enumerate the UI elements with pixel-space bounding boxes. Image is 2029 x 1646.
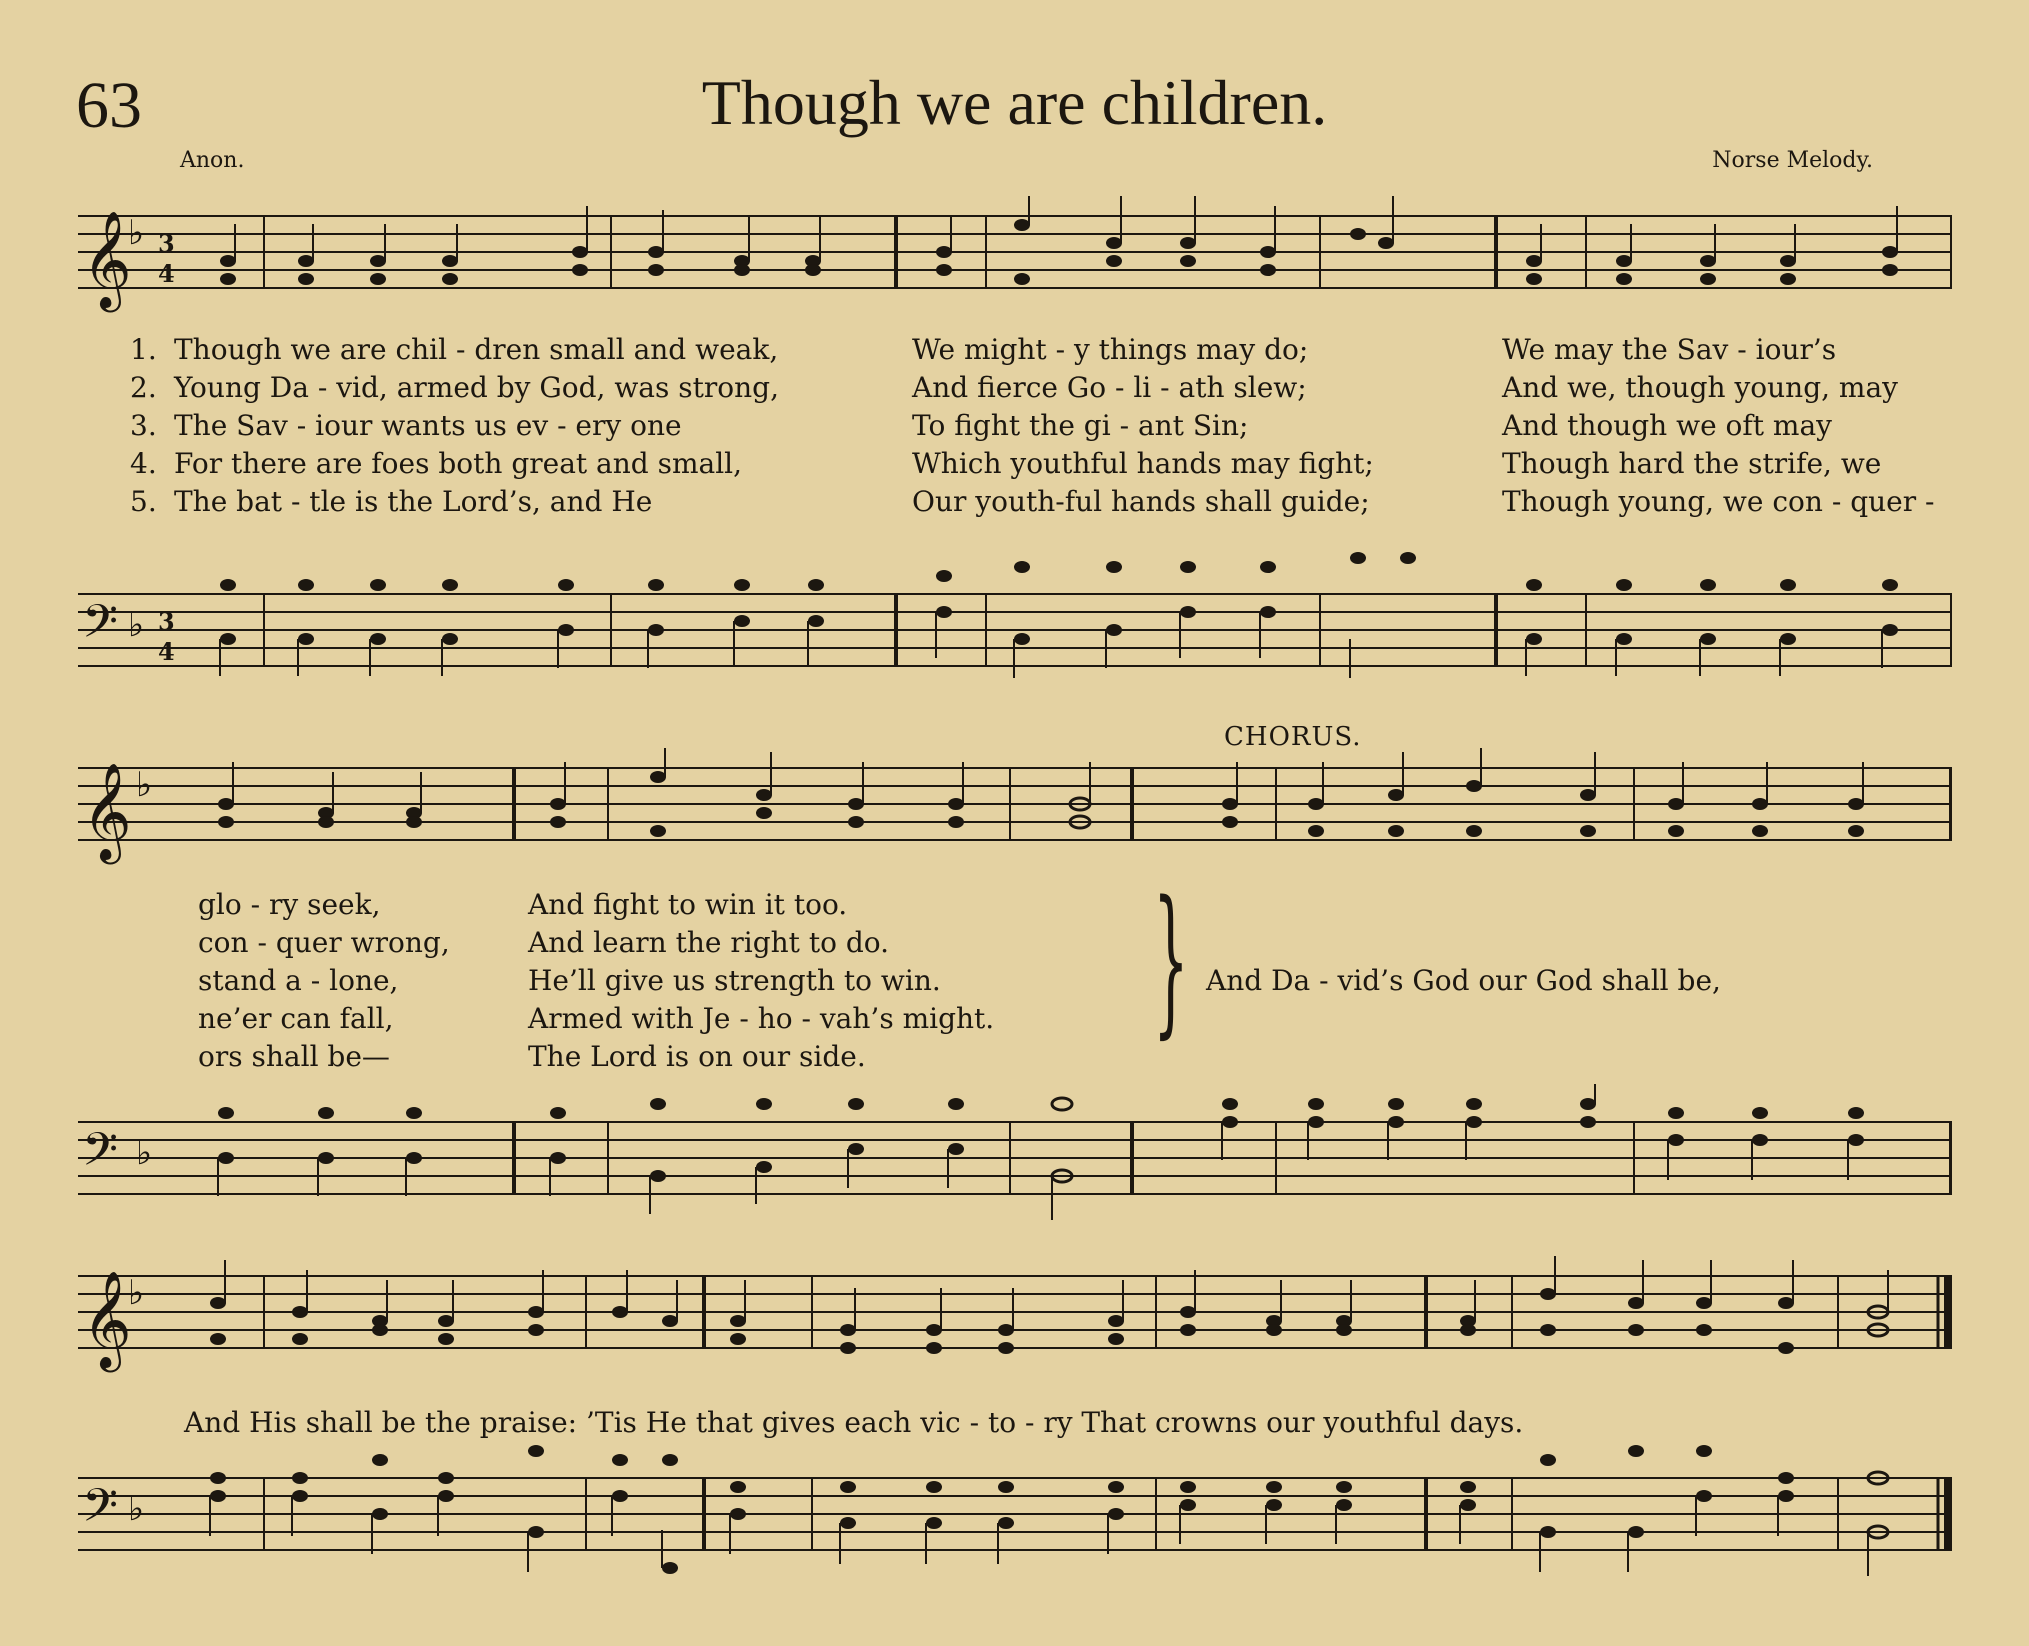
lyric-segment: And fight to win it too.	[528, 888, 848, 921]
lyric-segment: The Lord is on our side.	[528, 1040, 866, 1073]
stanza-number: 2.	[130, 371, 157, 404]
lyric-segment: He’ll give us strength to win.	[528, 964, 941, 997]
lyric-segment: And fierce Go - li - ath slew;	[912, 371, 1307, 404]
svg-text:3: 3	[158, 607, 175, 636]
stanza-number: 3.	[130, 409, 157, 442]
svg-text:♭: ♭	[128, 605, 145, 645]
lyric-segment: con - quer wrong,	[198, 926, 450, 959]
lyric-segment: Which youthful hands may fight;	[912, 447, 1374, 480]
lyric-segment: ors shall be—	[198, 1040, 390, 1073]
system3-bass-staff	[78, 1440, 1952, 1600]
svg-text:♭: ♭	[136, 1133, 153, 1173]
lyric-segment: Young Da - vid, armed by God, was strong,	[174, 371, 779, 404]
lyric-segment: The Sav - iour wants us ev - ery one	[174, 409, 682, 442]
svg-text:𝄞: 𝄞	[82, 1270, 132, 1368]
svg-text:3: 3	[158, 229, 175, 258]
lyric-segment: And learn the right to do.	[528, 926, 890, 959]
svg-text:𝄞: 𝄞	[82, 762, 132, 860]
lyric-segment: We might - y things may do;	[912, 333, 1309, 366]
lyric-segment: To fight the gi - ant Sin;	[912, 409, 1249, 442]
svg-text:4: 4	[158, 259, 175, 288]
chorus-label: CHORUS.	[1224, 722, 1362, 752]
lyric-segment: For there are foes both great and small,	[174, 447, 743, 480]
system2-bass-staff	[78, 1084, 1952, 1224]
svg-text:♭: ♭	[136, 765, 153, 805]
lyric-segment: Though hard the strife, we	[1502, 447, 1882, 480]
svg-text:𝄢: 𝄢	[82, 595, 119, 660]
stanza-number: 1.	[130, 333, 157, 366]
lyric-segment: ne’er can fall,	[198, 1002, 394, 1035]
svg-text:♭: ♭	[128, 213, 145, 253]
lyric-segment: And though we oft may	[1502, 409, 1832, 442]
svg-text:𝄢: 𝄢	[82, 1479, 119, 1544]
lyric-segment: Armed with Je - ho - vah’s might.	[528, 1002, 995, 1035]
system1-treble-staff	[78, 196, 1952, 336]
stanza-number: 4.	[130, 447, 157, 480]
composer-credit: Norse Melody.	[1712, 148, 1873, 173]
system2-treble-staff	[78, 748, 1952, 868]
hymn-title: Though we are children.	[701, 67, 1328, 138]
lyric-segment: And we, though young, may	[1502, 371, 1898, 404]
svg-text:4: 4	[158, 637, 175, 666]
stanza-number: 5.	[130, 485, 157, 518]
lyric-segment: Though we are chil - dren small and weak,	[174, 333, 779, 366]
lyric-segment: Though young, we con - quer -	[1502, 485, 1935, 518]
hymn-number: 63	[76, 69, 142, 142]
system1-bass-staff	[78, 548, 1952, 688]
verse-brace: }	[1153, 866, 1189, 1053]
lyric-segment: The bat - tle is the Lord’s, and He	[174, 485, 653, 518]
lyric-segment: And Da - vid’s God our God shall be,	[1206, 964, 1721, 997]
author-credit: Anon.	[180, 148, 245, 173]
svg-text:♭: ♭	[128, 1273, 145, 1313]
system3-treble-staff	[78, 1256, 1952, 1376]
lyric-segment: We may the Sav - iour’s	[1502, 333, 1837, 366]
svg-text:𝄢: 𝄢	[82, 1123, 119, 1188]
svg-text:♭: ♭	[128, 1489, 145, 1529]
svg-text:𝄞: 𝄞	[82, 210, 132, 308]
lyric-segment: And His shall be the praise: ’Tis He that gives each vic - to - ry That crowns our youthful days.	[184, 1406, 1524, 1439]
lyric-segment: stand a - lone,	[198, 964, 399, 997]
lyric-segment: Our youth-ful hands shall guide;	[912, 485, 1370, 518]
lyric-segment: glo - ry seek,	[198, 888, 381, 921]
